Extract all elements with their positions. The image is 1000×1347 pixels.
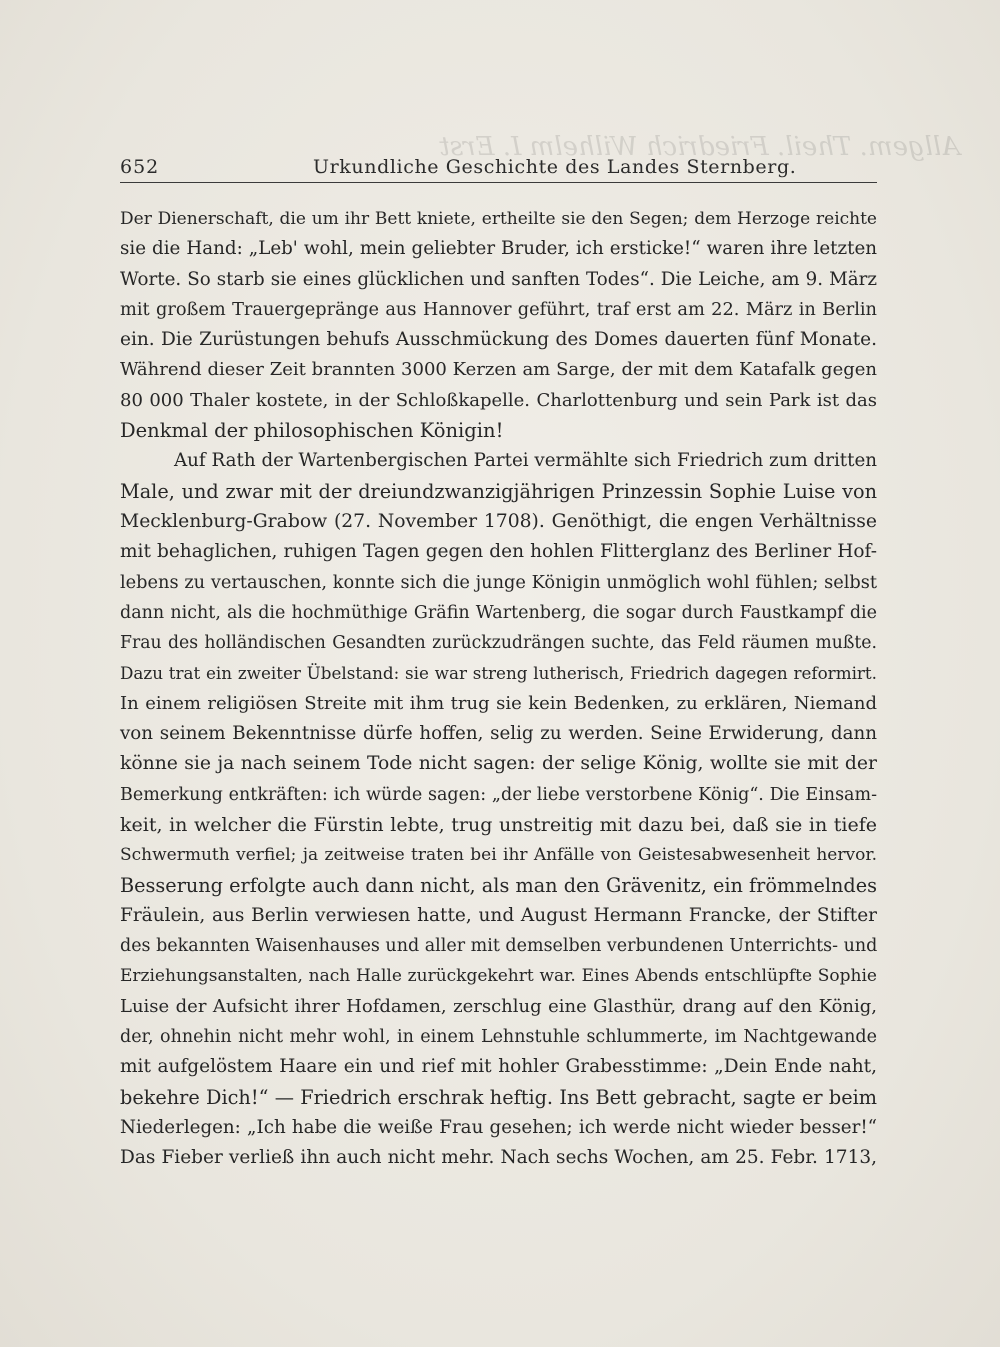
- header-rule: [120, 182, 877, 183]
- page-header: [120, 156, 877, 182]
- text-line: Schwermuth verfiel; ja zeitweise traten bei ihr Anfälle von Geistesabwesenheit hervor.: [120, 845, 877, 866]
- text-line: dann nicht, als die hochmüthige Gräfin Wartenberg, die sogar durch Faustkampf die: [120, 602, 877, 623]
- text-line: Mecklenburg-Grabow (27. November 1708). Genöthigt, die engen Verhältnisse: [120, 510, 877, 532]
- text-line: Luise der Aufsicht ihrer Hofdamen, zerschlug eine Glasthür, drang auf den König,: [120, 995, 877, 1017]
- text-line: Das Fieber verließ ihn auch nicht mehr. Nach sechs Wochen, am 25. Febr. 1713,: [120, 1147, 877, 1169]
- text-line: Besserung erfolgte auch dann nicht, als man den Grävenitz, ein frömmelndes: [120, 873, 877, 897]
- text-line: ein. Die Zurüstungen behufs Ausschmückung des Domes dauerten fünf Monate.: [120, 329, 877, 351]
- text-line: könne sie ja nach seinem Tode nicht sagen: der selige König, wollte sie mit der: [120, 753, 877, 775]
- text-line: 80 000 Thaler kostete, in der Schloßkapelle. Charlottenburg und sein Park ist das: [120, 389, 877, 411]
- body-text: [120, 204, 877, 1174]
- text-line: Frau des holländischen Gesandten zurückzudrängen suchte, das Feld räumen mußte.: [120, 633, 877, 654]
- text-line: mit behaglichen, ruhigen Tagen gegen den hohlen Flitterglanz des Berliner Hof-: [120, 541, 877, 563]
- show-through-text: Allgem. Theil. Friedrich Wilhelm I. Erst: [439, 132, 960, 162]
- text-line: Erziehungsanstalten, nach Halle zurückgekehrt war. Eines Abends entschlüpfte Sophie: [120, 966, 877, 987]
- page-number: 652: [120, 156, 160, 178]
- text-line: mit großem Trauergepränge aus Hannover geführt, traf erst am 22. März in Berlin: [120, 299, 877, 320]
- running-title: Urkundliche Geschichte des Landes Sternberg.: [313, 156, 797, 178]
- text-line: Während dieser Zeit brannten 3000 Kerzen am Sarge, der mit dem Katafalk gegen: [120, 359, 877, 381]
- text-line: Der Dienerschaft, die um ihr Bett kniete, ertheilte sie den Segen; dem Herzoge reichte: [120, 209, 877, 229]
- text-line: Bemerkung entkräften: ich würde sagen: „der liebe verstorbene König“. Die Einsam-: [120, 784, 877, 805]
- text-line: des bekannten Waisenhauses und aller mit demselben verbundenen Unterrichts- und: [120, 936, 878, 957]
- text-line: sie die Hand: „Leb' wohl, mein geliebter Bruder, ich ersticke!“ waren ihre letzten: [120, 238, 877, 260]
- text-line: Denkmal der philosophischen Königin!: [120, 419, 504, 443]
- text-line: Fräulein, aus Berlin verwiesen hatte, und August Hermann Francke, der Stifter: [120, 904, 877, 926]
- text-line: Worte. So starb sie eines glücklichen und sanften Todes“. Die Leiche, am 9. März: [120, 268, 877, 290]
- text-line: Niederlegen: „Ich habe die weiße Frau gesehen; ich werde nicht wieder besser!“: [120, 1116, 877, 1138]
- text-line: keit, in welcher die Fürstin lebte, trug unstreitig mit dazu bei, daß sie in tiefe: [120, 813, 877, 836]
- text-line: bekehre Dich!“ — Friedrich erschrak heftig. Ins Bett gebracht, sagte er beim: [120, 1085, 877, 1109]
- text-line: von seinem Bekenntnisse dürfe hoffen, selig zu werden. Seine Erwiderung, dann: [120, 723, 877, 745]
- text-line: Male, und zwar mit der dreiundzwanzigjährigen Prinzessin Sophie Luise von: [120, 479, 877, 503]
- text-line: In einem religiösen Streite mit ihm trug sie kein Bedenken, zu erklären, Niemand: [120, 692, 877, 714]
- text-line: der, ohnehin nicht mehr wohl, in einem Lehnstuhle schlummerte, im Nachtgewande: [120, 1027, 877, 1048]
- text-line: mit aufgelöstem Haare ein und rief mit hohler Grabesstimme: „Dein Ende naht,: [120, 1056, 877, 1078]
- text-line: Auf Rath der Wartenbergischen Partei vermählte sich Friedrich zum dritten: [174, 450, 877, 472]
- text-line: Dazu trat ein zweiter Übelstand: sie war streng lutherisch, Friedrich dagegen reformirt.: [120, 663, 877, 684]
- text-line: lebens zu vertauschen, konnte sich die junge Königin unmöglich wohl fühlen; selbst: [120, 572, 877, 593]
